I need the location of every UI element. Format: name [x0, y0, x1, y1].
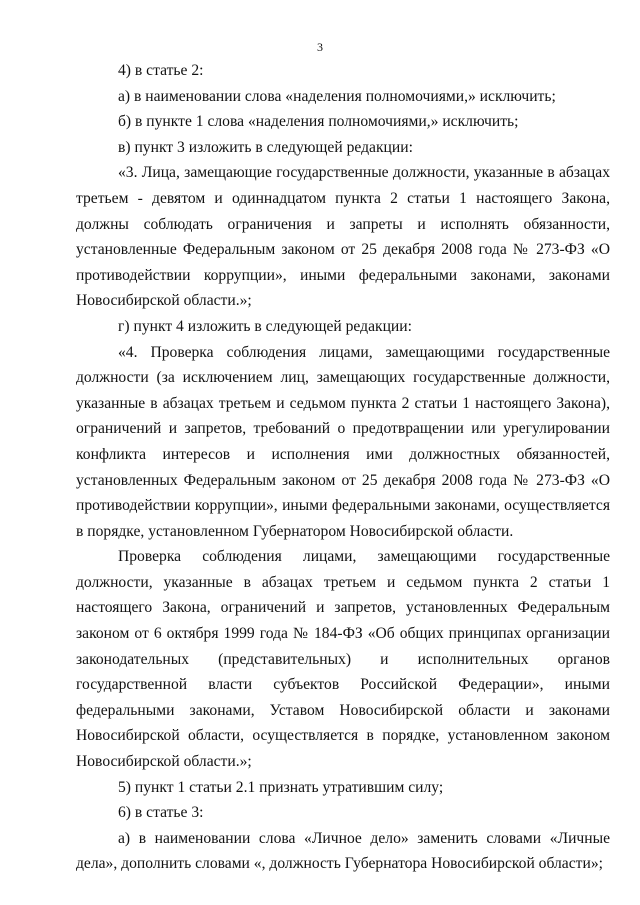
paragraph: Проверка соблюдения лицами, замещающими государственные должности, указанные в абзацах третьем и седьмом пункта 2 статьи 1 настоящего Закона, ограничений и запретов, установленных Федеральным законом от 6 октября 1999 года № 184-ФЗ «Об общих принципах организации законодательных (представительных) и исполнительных органов государственной власти субъектов Российской Федерации», иными федеральными законами, Уставом Новосибирской области и законами Новосибирской области, осуществляется в порядке, установленном законом Новосибирской области.»;: [76, 548, 610, 771]
paragraph: «4. Проверка соблюдения лицами, замещающими государственные должности (за исключением лиц, замещающих государственные должности, указанные в абзацах третьем и седьмом пункта 2 статьи 1 настоящего Закона), ограничений и запретов, требований о предотвращении или урегулировании конфликта интересов и исполнения ими должностных обязанностей, установленных Федеральным законом от 25 декабря 2008 года № 273-ФЗ «О противодействии коррупции», иными федеральными законами, осуществляется в порядке, установленном Губернатором Новосибирской области.: [76, 343, 610, 540]
paragraph: «3. Лица, замещающие государственные должности, указанные в абзацах третьем - девятом и одиннадцатом пункта 2 статьи 1 настоящего Закона, должны соблюдать ограничения и запреты и исполнять обязанности, установленные Федеральным законом от 25 декабря 2008 года № 273-ФЗ «О противодействии коррупции», иными федеральными законами, законами Новосибирской области.»;: [76, 164, 610, 310]
page-number: 3: [317, 40, 323, 54]
paragraph: а) в наименовании слова «Личное дело» заменить словами «Личные дела», дополнить словами «, должность Губернатора Новосибирской области»;: [76, 829, 610, 873]
paragraph: г) пункт 4 изложить в следующей редакции:: [118, 317, 412, 335]
paragraph: б) в пункте 1 слова «наделения полномочиями,» исключить;: [118, 113, 519, 131]
paragraph: а) в наименовании слова «наделения полномочиями,» исключить;: [118, 87, 556, 105]
document-body: [76, 58, 610, 877]
paragraph: 6) в статье 3:: [118, 804, 204, 822]
paragraph: 4) в статье 2:: [118, 62, 204, 79]
paragraph: 5) пункт 1 статьи 2.1 признать утратившим силу;: [118, 778, 444, 796]
paragraph: в) пункт 3 изложить в следующей редакции:: [118, 138, 413, 156]
